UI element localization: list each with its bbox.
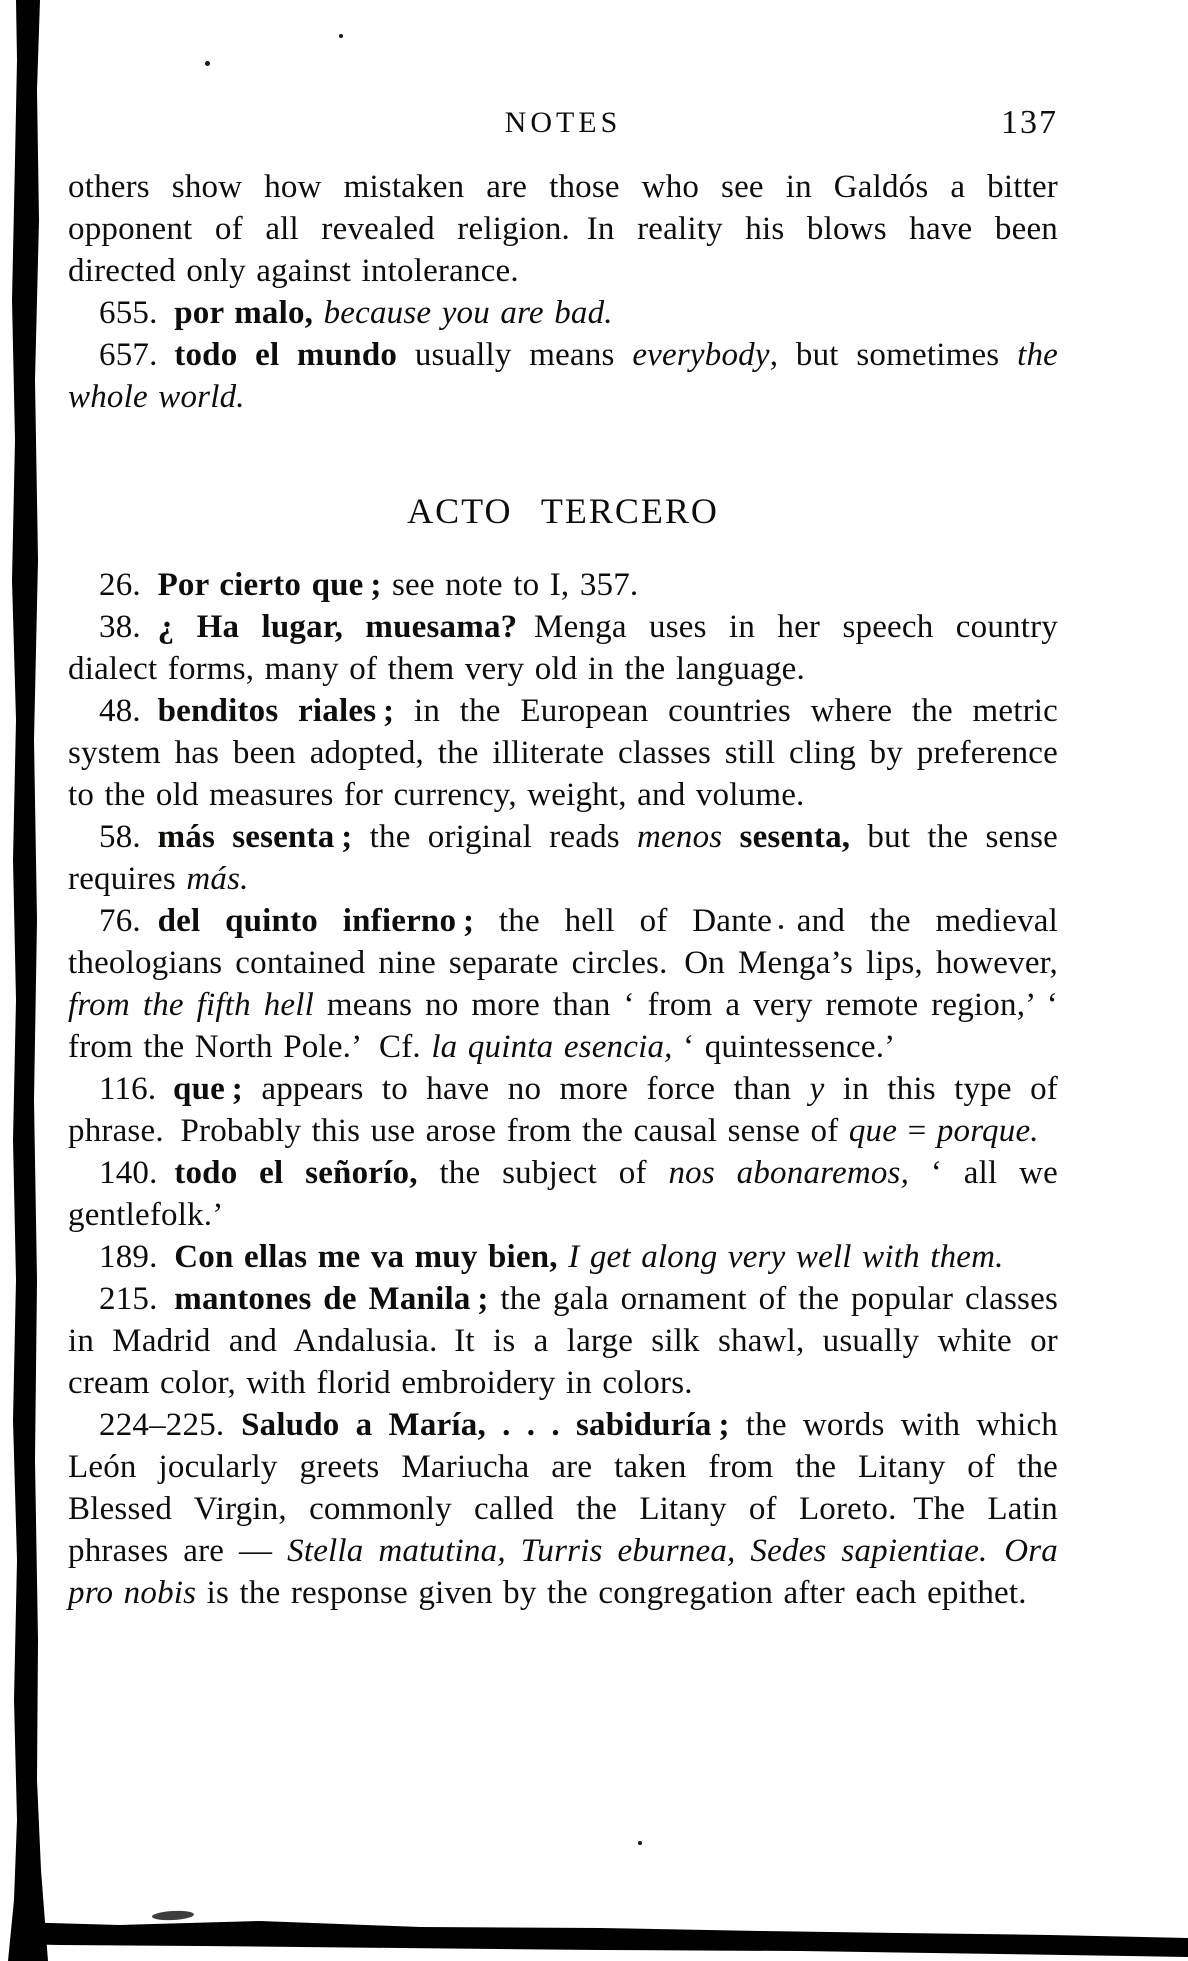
text-run: 224–225. — [99, 1407, 242, 1443]
text-run: ‘ quintessence.’ — [683, 1029, 896, 1065]
text-run: Con ellas me va muy bien, — [174, 1239, 569, 1275]
text-run: 58. — [99, 819, 158, 855]
text-run: everybody — [632, 337, 770, 373]
note-paragraph — [68, 564, 1058, 606]
note-paragraph — [68, 816, 1058, 900]
page-header — [68, 100, 1058, 146]
scan-bottom-edge — [0, 1918, 1188, 1961]
text-run: , but sometimes — [769, 337, 1018, 373]
note-paragraph — [68, 900, 1058, 1068]
text-run: in this type of phrase. Probably this use arose from the causal sense of — [68, 1071, 1058, 1149]
note-paragraph — [68, 690, 1058, 816]
text-run: nos abonaremos, — [668, 1155, 931, 1191]
scan-speck — [339, 34, 343, 38]
text-run: Ora pro nobis — [68, 1533, 1058, 1611]
text-run: is the response given by the congregation after each epithet. — [206, 1575, 1027, 1611]
text-run: sesenta, — [739, 819, 868, 855]
text-run: the gala ornament of the popular classes in Madrid and Andalusia. It is a large silk shawl, usually white or cream color, with florid embroidery in colors. — [68, 1281, 1058, 1401]
text-run: 215. — [99, 1281, 175, 1317]
text-run: but the sense requires — [68, 819, 1058, 897]
text-run: menos — [637, 819, 740, 855]
text-run: 655. — [99, 295, 175, 331]
scan-gutter-bar — [0, 0, 50, 1961]
running-head-title: NOTES — [504, 106, 622, 139]
text-run: la quinta esencia, — [431, 1029, 684, 1065]
note-paragraph — [68, 1404, 1058, 1614]
note-paragraph — [68, 1152, 1058, 1236]
text-run: Menga uses in her speech country dialect forms, many of them very old in the language. — [68, 609, 1058, 687]
text-run: 140. — [99, 1155, 175, 1191]
text-run: que — [848, 1113, 908, 1149]
text-run: Stella matutina, Turris eburnea, Sedes sapientiae. — [287, 1533, 1005, 1569]
section-heading: ACTO TERCERO — [407, 491, 719, 531]
text-run: 48. — [99, 693, 158, 729]
text-run: todo el señorío, — [174, 1155, 440, 1191]
text-run: the words with which León jocularly greets Mariucha are taken from the Litany of the Blessed Virgin, commonly called the Litany of Loreto. The Latin phrases are — — [68, 1407, 1058, 1569]
text-run: means no more than ‘ from a very remote region,’ ‘ from the North Pole.’ Cf. — [68, 987, 1058, 1065]
text-run: = — [907, 1113, 937, 1149]
text-run: 26. — [99, 567, 158, 603]
scan-speck — [205, 61, 210, 66]
text-run: y — [809, 1071, 843, 1107]
text-run: 38. — [99, 609, 158, 645]
text-run: the hell of Dante and the medieval theologians contained nine separate circles. On Menga’s lips, however, — [68, 903, 1058, 981]
note-paragraph — [68, 1236, 1058, 1278]
intro-paragraph — [68, 166, 1058, 292]
note-paragraph — [68, 606, 1058, 690]
text-run: usually means — [414, 337, 633, 373]
scan-smudge — [152, 1910, 194, 1921]
text-run: más sesenta ; — [157, 819, 370, 855]
text-run: que ; — [173, 1071, 262, 1107]
text-run: del quinto infierno ; — [157, 903, 499, 939]
text-run: benditos riales ; — [157, 693, 414, 729]
page-number: 137 — [1001, 104, 1058, 141]
text-run: because you are bad. — [323, 295, 613, 331]
text-run: see note to I, 357. — [391, 567, 639, 603]
note-paragraph — [68, 334, 1058, 418]
text-run: todo el mundo — [174, 337, 415, 373]
text-run: 189. — [99, 1239, 175, 1275]
text-run: porque. — [936, 1113, 1039, 1149]
text-run: 76. — [99, 903, 158, 939]
text-run: ‘ all we gentlefolk.’ — [68, 1155, 1059, 1233]
text-run: from the fifth hell — [68, 987, 327, 1023]
note-paragraph — [68, 1278, 1058, 1404]
text-run: the whole world. — [68, 337, 1058, 415]
notes-text-block — [68, 166, 1058, 1614]
note-paragraph — [68, 292, 1058, 334]
text-run: por malo, — [174, 295, 324, 331]
scan-speck — [638, 1841, 642, 1845]
text-run: others show how mistaken are those who see in Galdós a bitter opponent of all revealed religion. In reality his blows have been directed only against intolerance. — [68, 169, 1058, 289]
text-run: más. — [186, 861, 249, 897]
text-run: the subject of — [439, 1155, 669, 1191]
text-run: the original reads — [369, 819, 638, 855]
text-run: Saludo a María, . . . sabiduría ; — [241, 1407, 746, 1443]
text-run: appears to have no more force than — [261, 1071, 810, 1107]
text-run: in the European countries where the metric system has been adopted, the illiterate classes still cling by preference to the old measures for currency, weight, and volume. — [68, 693, 1058, 813]
text-run: 657. — [99, 337, 175, 373]
note-paragraph — [68, 1068, 1058, 1152]
text-run: ¿ Ha lugar, muesama? — [157, 609, 535, 645]
text-run: I get along very well with them. — [568, 1239, 1004, 1275]
text-run: mantones de Manila ; — [174, 1281, 501, 1317]
text-run: Por cierto que ; — [157, 567, 392, 603]
text-run: 116. — [99, 1071, 174, 1107]
